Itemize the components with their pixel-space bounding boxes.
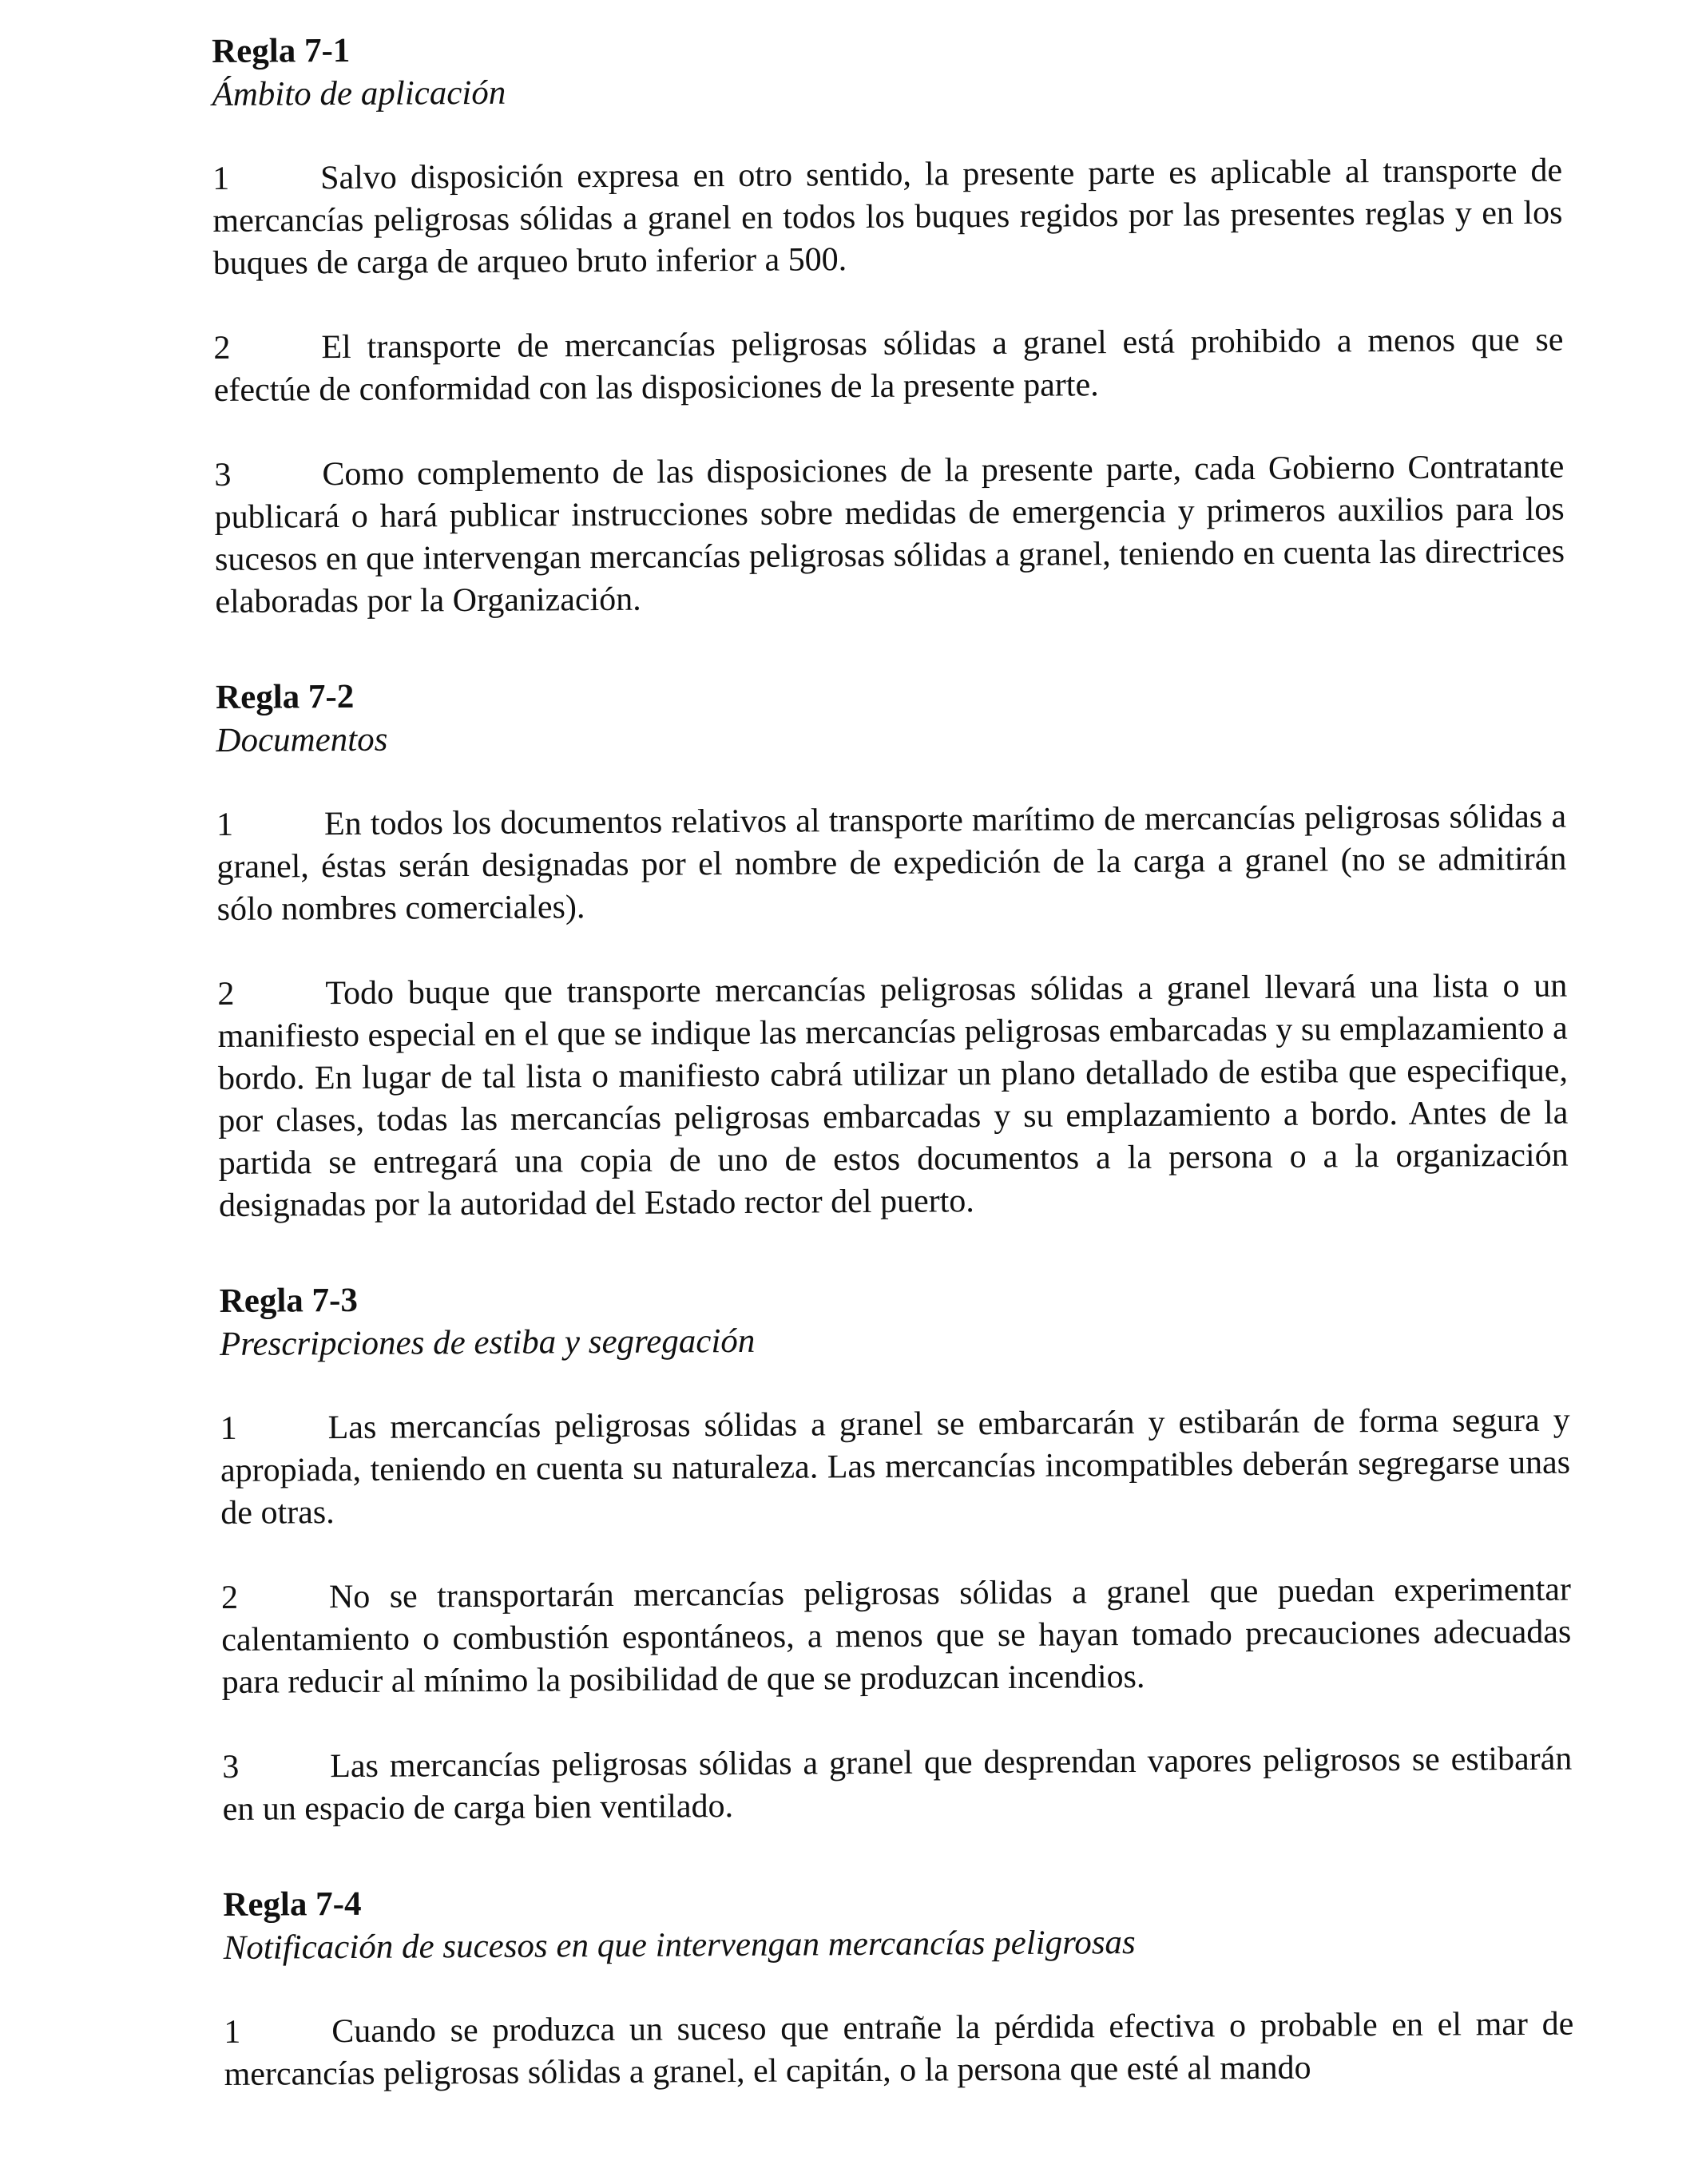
paragraph (224, 2004, 1574, 2096)
regla-number: Regla 7-4 (223, 1885, 362, 1924)
paragraph (220, 1400, 1571, 1535)
paragraph-text: Las mercancías peligrosas sólidas a granel se embarcarán y estibarán de forma segura y apropiada, teniendo en cuenta su naturaleza. Las mercancías incompatibles deberán segregarse unas de otras. (220, 1401, 1571, 1532)
paragraph (216, 796, 1567, 931)
paragraph-text: Cuando se produzca un suceso que entrañe la pérdida efectiva o probable en el mar de mercancías peligrosas sólidas a granel, el capitán, o la persona que esté al mando (224, 2005, 1574, 2093)
regla-number: Regla 7-3 (219, 1281, 359, 1320)
paragraph-number: 1 (216, 806, 234, 843)
regla-title: Ámbito de aplicación (212, 73, 506, 113)
paragraph-text: No se transportarán mercancías peligrosas sólidas a granel que puedan experimentar calentamiento o combustión espontáneos, a menos que se hayan tomado precauciones adecuadas para reducir al mínimo la posibilidad de que se produzcan incendios. (221, 1571, 1572, 1701)
regla-number: Regla 7-2 (215, 677, 355, 716)
paragraph (217, 965, 1569, 1227)
regla-title: Prescripciones de estiba y segregación (219, 1322, 756, 1363)
paragraph-text: Como complemento de las disposiciones de la presente parte, cada Gobierno Contratante publicará o hará publicar instrucciones sobre medidas de emergencia y primeros auxilios para los sucesos en que intervengan mercancías peligrosas sólidas a granel, teniendo en cuenta las directrices elaboradas por la Organización. (214, 448, 1565, 620)
regla-7-1 (212, 22, 1565, 624)
document-page (212, 22, 1574, 2149)
paragraph-text: Las mercancías peligrosas sólidas a granel que desprendan vapores peligrosos se estibarán en un espacio de carga bien ventilado. (222, 1740, 1573, 1828)
regla-title: Notificación de sucesos en que intervengan mercancías peligrosas (223, 1923, 1136, 1967)
paragraph-number: 3 (222, 1748, 240, 1786)
paragraph-text: Salvo disposición expresa en otro sentido, la presente parte es aplicable al transporte de mercancías peligrosas sólidas a granel en todos los buques regidos por las presentes reglas y en los buques de carga de arqueo bruto inferior a 500. (212, 152, 1563, 282)
regla-title: Documentos (216, 720, 388, 759)
paragraph (214, 446, 1565, 624)
regla-number: Regla 7-1 (212, 31, 351, 70)
paragraph-text: El transporte de mercancías peligrosas sólidas a granel está prohibido a menos que se efectúe de conformidad con las disposiciones de la presente parte. (213, 321, 1564, 409)
paragraph-number: 2 (213, 329, 231, 367)
regla-7-2 (216, 668, 1569, 1227)
regla-7-3 (220, 1272, 1573, 1831)
paragraph-number: 1 (212, 160, 230, 197)
paragraph-number: 1 (224, 2013, 241, 2051)
paragraph-number: 2 (217, 975, 235, 1013)
paragraph (213, 319, 1564, 412)
regla-7-4 (223, 1876, 1574, 2096)
paragraph (222, 1738, 1573, 1831)
paragraph-number: 2 (220, 1579, 239, 1616)
paragraph-text: Todo buque que transporte mercancías peligrosas sólidas a granel llevará una lista o un manifiesto especial en el que se indique las mercancías peligrosas embarcadas y su emplazamiento a bordo. En lugar de tal lista o manifiesto cabrá utilizar un plano detallado de estiba que especifique, por clases, todas las mercancías peligrosas embarcadas y su emplazamiento a bordo. Antes de la partida se entregará una copia de uno de estos documentos a la persona o a la organización designadas por la autoridad del Estado rector del puerto. (217, 967, 1569, 1224)
paragraph-number: 3 (214, 456, 232, 493)
paragraph-text: En todos los documentos relativos al transporte marítimo de mercancías peligrosas sólidas a granel, éstas serán designadas por el nombre de expedición de la carga a granel (no se admitirán sólo nombres comerciales). (216, 798, 1567, 928)
paragraph (221, 1569, 1572, 1704)
paragraph (212, 150, 1563, 285)
paragraph-number: 1 (220, 1409, 237, 1447)
